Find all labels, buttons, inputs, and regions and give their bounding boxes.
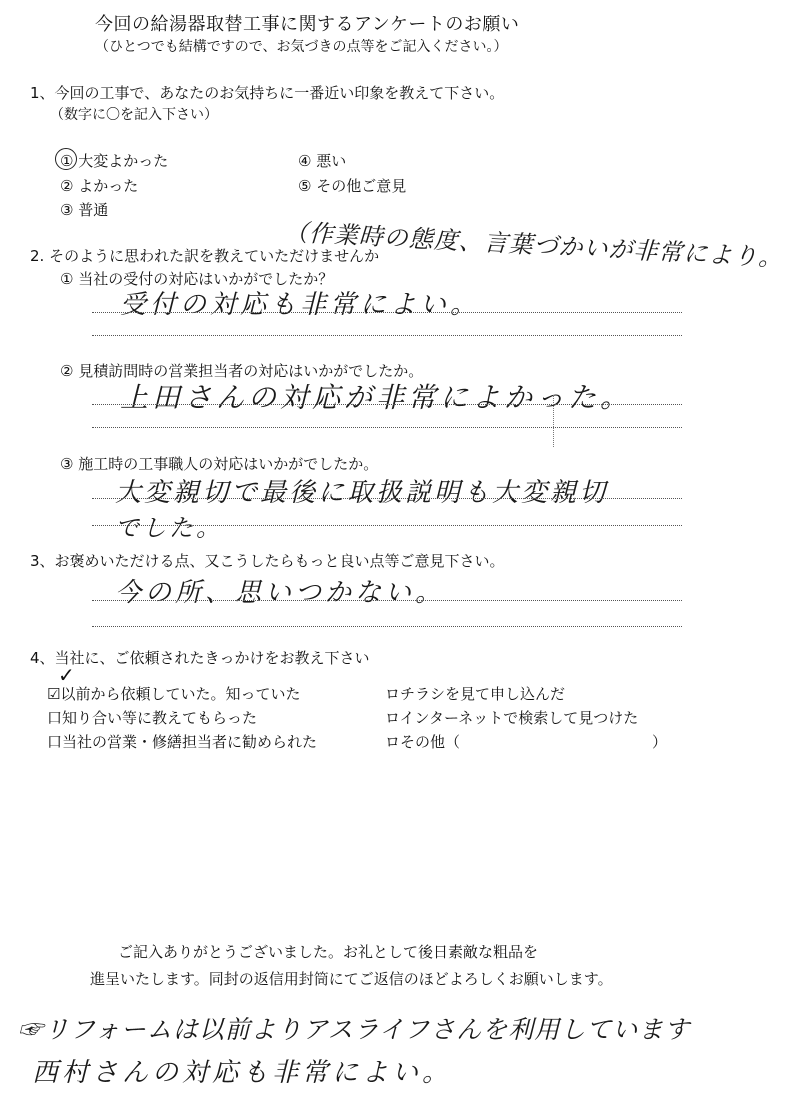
answer-line	[92, 626, 682, 627]
answer-line	[92, 498, 682, 499]
q4-option-right-2[interactable]: ロインターネットで検索して見つけた	[385, 709, 639, 727]
q1-option-3[interactable]: ③ 普通	[60, 201, 109, 219]
q1-handwritten-answer: （作業時の態度、言葉づかいが非常により。	[283, 217, 785, 273]
answer-line	[92, 335, 682, 336]
survey-title: 今回の給湯器取替工事に関するアンケートのお願い	[95, 14, 520, 35]
answer-line	[92, 404, 682, 405]
q1-option-4[interactable]: ④ 悪い	[298, 152, 347, 170]
q4-question: 4、当社に、ご依頼されたきっかけをお教え下さい	[30, 649, 370, 667]
checkmark-icon: ✓	[58, 663, 75, 687]
q2-sub1-label: ① 当社の受付の対応はいかがでしたか？	[60, 270, 334, 288]
q1-option-5[interactable]: ⑤ その他ご意見	[298, 177, 407, 195]
answer-line	[92, 600, 682, 601]
handwritten-note-line-2: 西村さんの対応も非常によい。	[32, 1058, 453, 1088]
q1-option-2[interactable]: ② よかった	[60, 177, 139, 195]
q4-option-right-3-close: ）	[652, 733, 668, 751]
q2-sub2-answer: 上田さんの対応が非常によかった。	[120, 381, 633, 414]
q2-sub1-answer: 受付の対応も非常によい。	[120, 290, 481, 320]
q4-option-right-1[interactable]: ロチラシを見て申し込んだ	[385, 685, 566, 703]
q3-answer: 今の所、思いつかない。	[115, 578, 446, 608]
q4-option-left-3[interactable]: 口当社の営業・修繕担当者に勧められた	[47, 733, 318, 751]
q2-sub3-answer-line1: 大変親切で最後に取扱説明も大変親切	[115, 478, 609, 508]
q1-option-1[interactable]: ① 大変よかった	[60, 152, 169, 170]
q2-sub3-label: ③ 施工時の工事職人の対応はいかがでしたか。	[60, 455, 379, 473]
q3-question: 3、お褒めいただける点、又こうしたらもっと良い点等ご意見下さい。	[30, 552, 505, 570]
answer-line	[92, 525, 682, 526]
answer-line	[92, 312, 682, 313]
q4-option-right-3[interactable]: ロその他（	[385, 733, 461, 751]
answer-line	[92, 427, 682, 428]
q2-question: 2. そのように思われた訳を教えていただけませんか	[30, 247, 380, 265]
q4-option-left-1[interactable]: ☑以前から依頼していた。知っていた	[47, 685, 301, 703]
q1-instruction: （数字に〇を記入下さい）	[50, 107, 218, 123]
q4-option-left-2[interactable]: 口知り合い等に教えてもらった	[47, 709, 258, 727]
q2-sub2-label: ② 見積訪問時の営業担当者の対応はいかがでしたか。	[60, 362, 424, 380]
thanks-line-2: 進呈いたします。同封の返信用封筒にてご返信のほどよろしくお願いします。	[90, 970, 613, 988]
thanks-line-1: ご記入ありがとうございました。お礼として後日素敵な粗品を	[118, 943, 539, 961]
q2-sub3-answer-line2: でした。	[115, 514, 223, 542]
handwritten-note-line-1: ☞リフォームは以前よりアスライフさんを利用しています	[18, 1015, 691, 1044]
margin-mark	[553, 395, 554, 447]
q1-question: 1、今回の工事で、あなたのお気持ちに一番近い印象を教えて下さい。	[30, 84, 505, 102]
survey-subtitle: （ひとつでも結構ですので、お気づきの点等をご記入ください。）	[95, 39, 508, 55]
